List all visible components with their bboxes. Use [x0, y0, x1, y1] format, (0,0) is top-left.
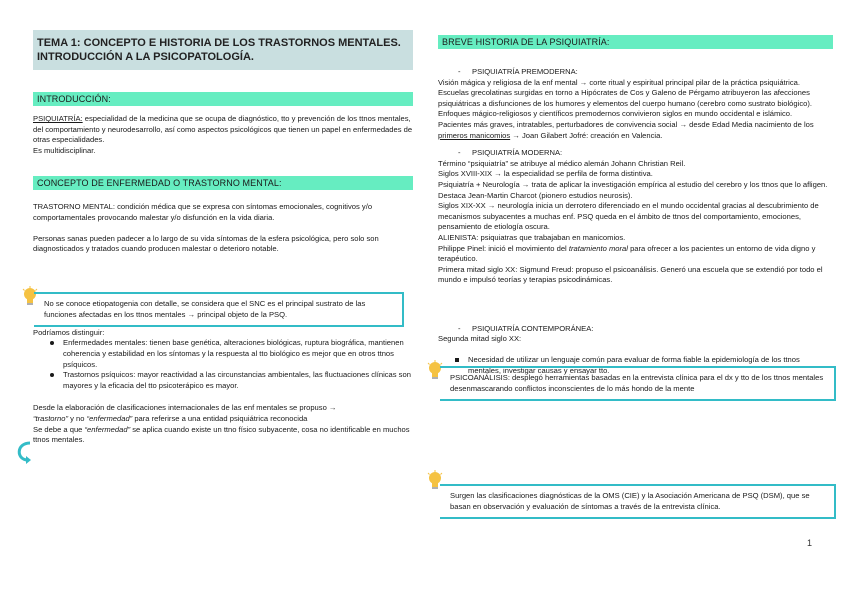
modern-label: - PSIQUIATRÍA MODERNA: [458, 148, 563, 158]
concept-paragraph-2: Personas sanas pueden padecer a lo largo de su vida síntomas de la esfera psicológica, pero solo son diagnosticados y tratados cuando producen malestar o deterioro notable. [33, 233, 379, 254]
document-title: TEMA 1: CONCEPTO E HISTORIA DE LOS TRASTORNOS MENTALES. INTRODUCCIÓN A LA PSICOPATOLOGÍA. [33, 30, 413, 70]
intro-term: PSIQUIATRÍA: [33, 114, 83, 123]
distinguish-list [33, 338, 413, 391]
premodern-line: Visión mágica y religiosa de la enf mental → corte ritual y espiritual principal pilar de la práctica psiquiátrica. [438, 77, 801, 87]
distinguish-label: Podríamos distinguir: [33, 327, 105, 337]
modern-line: Psiquiatría + Neurología → trata de aplicar la investigación empírica al estudio del cerebro y los ttnos que lo afligen. Destaca Jean-Martin Charcot (pionero estudios neurosis). [438, 179, 828, 200]
callout-etiopatogenia: No se conoce etiopatogenia con detalle, se considera que el SNC es el principal sustrato de las funciones afectadas en los ttnos mentales → principal objeto de la PSQ. [34, 292, 404, 327]
premodern-line: Escuelas grecolatinas surgidas en torno a Hipócrates de Cos y Galeno de Pérgamo atribuyeron las afecciones psiquiátricas a disfunciones de los humores y elementos del cuerpo humano (cerebro como sustrato biológico). [438, 88, 812, 108]
classification-paragraph-2: Se debe a que “enfermedad” se aplica cuando existe un ttno físico subyacente, cosa no identificable en muchos ttnos mentales. [33, 424, 410, 445]
premodern-label: - PSIQUIATRÍA PREMODERNA: [458, 67, 578, 76]
contemporary-sub: Segunda mitad siglo XX: [438, 334, 522, 344]
contemporary-label: - PSIQUIATRÍA CONTEMPORÁNEA: [458, 323, 594, 333]
freud-line: Primera mitad siglo XX: Sigmund Freud: propuso el psicoanálisis. Generó una escuela que se extendió por todo el mundo e impulsó teorías y terapias psicodinámicas. [438, 264, 823, 285]
page-number: 1 [806, 538, 812, 548]
list-item: Necesidad de utilizar un lenguaje común para evaluar de forma fiable la epidemiología de los ttnos mentales, investigar causas y ensayar tto. [438, 355, 833, 376]
premodern-line: Enfoques mágico-religiosos y científicos premodernos convivieron siglos en mundo occidental e islámico. [438, 109, 793, 119]
list-item: Enfermedades mentales: tienen base genética, alteraciones biológicas, ruptura biográfica, mantienen coherencia y estabilidad en los síntomas y la respuesta al tto biológico es mejor que en otros ttnos psíquicos. [33, 338, 413, 370]
callout-psicoanalisis: PSICOANÁLISIS: desplegó herramientas basadas en la entrevista clínica para el dx y tto de los ttnos mentales desenmascarando conflictos inconscientes de lo más hondo de la mente [440, 366, 836, 401]
classification-paragraph-1: Desde la elaboración de clasificaciones internacionales de las enf mentales se propuso → “trastorno” y no “enfermedad” para referirse a una entidad psiquiátrica reconocida [33, 403, 337, 423]
premodern-line: Pacientes más graves, intratables, perturbadores de convivencia social → desde Edad Media nacimiento de los primeros manicomios → Joan Gilabert Jofré: creación en Valencia. [438, 119, 814, 140]
modern-line: Siglos XIX-XX → neurología inicia un derrotero diferenciado en el mundo occidental gracias al descubrimiento de mecanismos subyacentes a muchas enf. PSQ queda en el ámbito de ttnos del comportamiento, emociones, pensamiento de etiología oscura. [438, 201, 819, 232]
left-column [33, 30, 413, 446]
pinel-line: Philippe Pinel: inició el movimiento del tratamiento moral para ofrecer a los pacientes un entorno de vida digno y terapéutico. [438, 243, 816, 264]
intro-multidisciplinar: Es multidisciplinar. [33, 145, 96, 155]
modern-line: Siglos XVIII-XIX → la especialidad se perfila de forma distintiva. [438, 169, 653, 179]
history-header: BREVE HISTORIA DE LA PSIQUIATRÍA: [438, 35, 833, 49]
modern-line: Término “psiquiatría” se atribuye al médico alemán Johann Christian Reil. [438, 158, 686, 168]
right-column [438, 30, 833, 376]
curved-arrow-icon [14, 440, 34, 464]
callout-clasificaciones: Surgen las clasificaciones diagnósticas de la OMS (CIE) y la Asociación Americana de PSQ (DSM), que se basan en observación y evaluación de síntomas a través de la entrevista clínica. [440, 484, 836, 519]
modern-line: ALIENISTA: psiquiatras que trabajaban en manicomios. [438, 232, 626, 242]
intro-text: especialidad de la medicina que se ocupa de diagnóstico, tto y prevención de los ttnos mentales, del comportamiento y neurodesarrollo, así como aspectos psicológicos que tienen un papel en enfermedades de otras especialidades. [33, 114, 413, 145]
intro-paragraph [33, 114, 413, 146]
concept-paragraph-1: TRASTORNO MENTAL: condición médica que se expresa con síntomas emocionales, cognitivos y/o comportamentales provocando malestar y/o disfunción en la vida diaria. [33, 202, 373, 222]
intro-header: INTRODUCCIÓN: [33, 92, 413, 106]
concept-header: CONCEPTO DE ENFERMEDAD O TRASTORNO MENTAL: [33, 176, 413, 190]
list-item: Trastornos psíquicos: mayor reactividad a las circunstancias ambientales, las fluctuaciones clínicas son mayores y la eficacia del tto psicoterápico es mayor. [33, 370, 413, 391]
